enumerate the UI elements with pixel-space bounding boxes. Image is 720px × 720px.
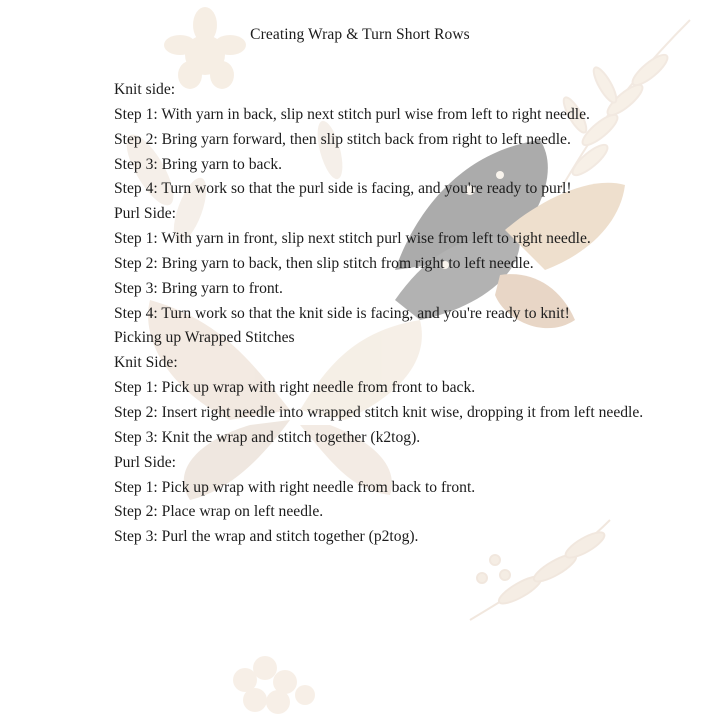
step-line: Step 4: Turn work so that the purl side is facing, and you're ready to purl!: [114, 180, 572, 198]
subsection-heading-purl-side: Purl Side:: [114, 453, 176, 471]
step-line: Step 2: Insert right needle into wrapped stitch knit wise, dropping it from left needle.: [114, 403, 644, 421]
document-title: Creating Wrap & Turn Short Rows: [250, 26, 470, 43]
step-line: Step 1: Pick up wrap with right needle from back to front.: [114, 478, 476, 496]
step-line: Step 2: Place wrap on left needle.: [114, 503, 324, 521]
section-heading-knit-side: Knit side:: [114, 81, 176, 98]
step-line: Step 1: With yarn in front, slip next stitch purl wise from left to right needle.: [114, 230, 591, 248]
instruction-list: [114, 78, 720, 550]
step-line: Step 1: With yarn in back, slip next stitch purl wise from left to right needle.: [114, 105, 590, 123]
section-heading-picking-up: Picking up Wrapped Stitches: [114, 329, 295, 347]
step-line: Step 3: Purl the wrap and stitch together (p2tog).: [114, 528, 419, 546]
step-line: Step 1: Pick up wrap with right needle from front to back.: [114, 379, 476, 397]
step-line: Step 3: Knit the wrap and stitch together (k2tog).: [114, 428, 421, 446]
step-line: Step 3: Bring yarn to back.: [114, 155, 283, 173]
step-line: Step 4: Turn work so that the knit side is facing, and you're ready to knit!: [114, 304, 570, 322]
step-line: Step 2: Bring yarn to back, then slip stitch from right to left needle.: [114, 254, 534, 272]
step-line: Step 2: Bring yarn forward, then slip stitch back from right to left needle.: [114, 130, 571, 148]
step-line: Step 3: Bring yarn to front.: [114, 279, 283, 297]
subsection-heading-knit-side: Knit Side:: [114, 354, 178, 372]
section-heading-purl-side: Purl Side:: [114, 205, 176, 223]
